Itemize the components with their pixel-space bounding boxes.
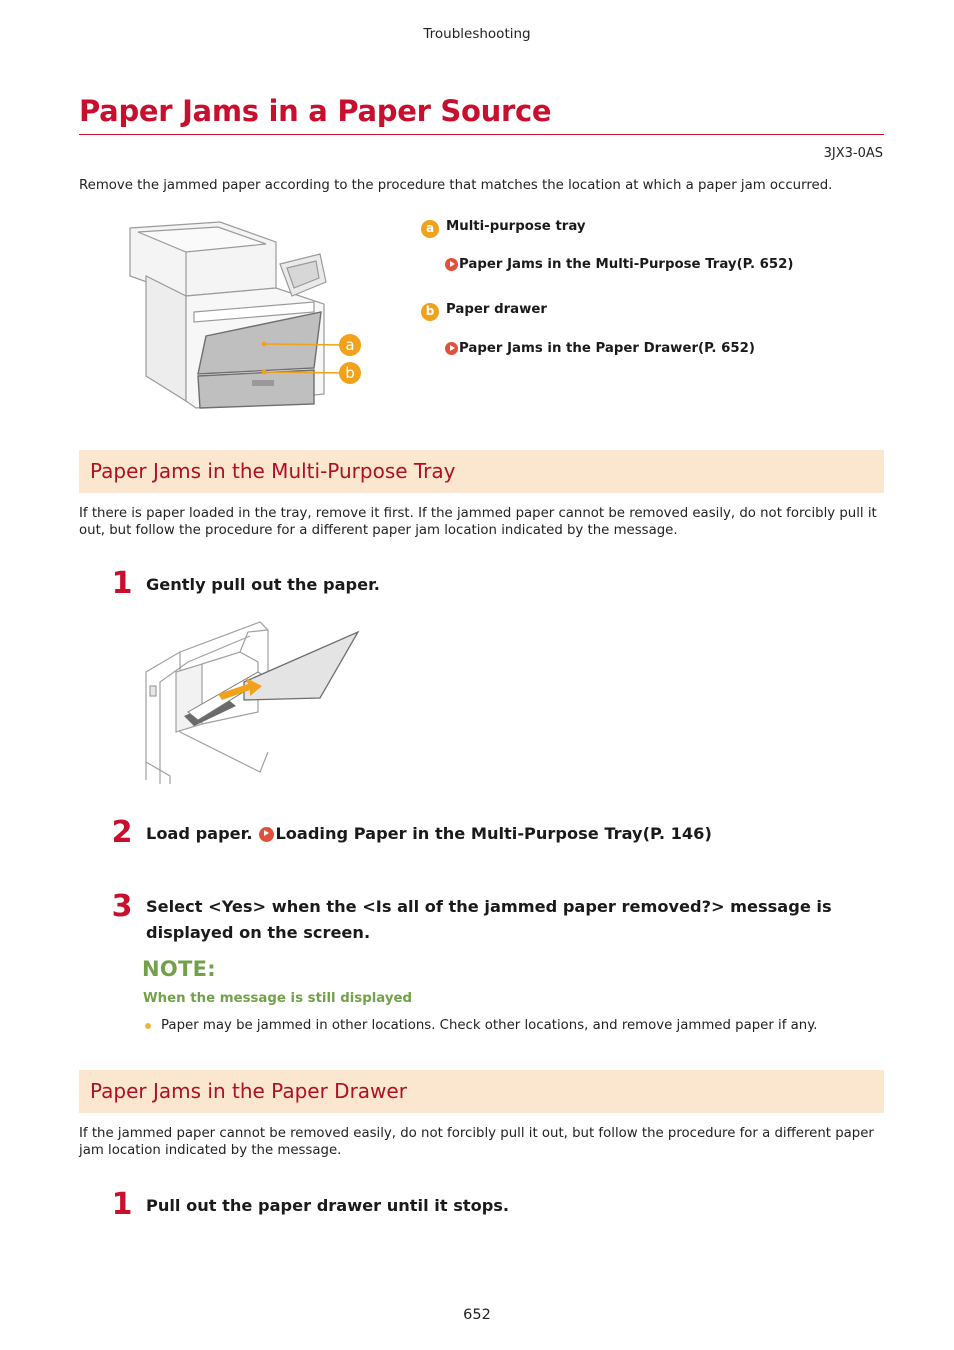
- note-subtitle: When the message is still displayed: [143, 991, 413, 1006]
- note-bullet-text: Paper may be jammed in other locations. Check other locations, and remove jammed paper if any.: [161, 1018, 818, 1033]
- jammed-paper-sheet: [244, 632, 358, 700]
- step-text: Gently pull out the paper.: [146, 575, 380, 594]
- location-label-multipurpose: Multi-purpose tray: [446, 219, 586, 234]
- printer-overview-illustration: [124, 216, 370, 414]
- callout-a-letter: a: [345, 336, 355, 354]
- link-label: Paper Jams in the Multi-Purpose Tray(P. 652): [459, 257, 794, 272]
- link-label: Paper Jams in the Paper Drawer(P. 652): [459, 341, 755, 356]
- callout-b-letter: b: [345, 364, 355, 382]
- step-number: 3: [111, 889, 133, 924]
- pull-paper-illustration: [140, 612, 362, 788]
- link-paper-drawer[interactable]: [445, 341, 755, 356]
- step-number: 2: [111, 815, 133, 850]
- step-text: Load paper.: [146, 824, 253, 843]
- link-loading-paper[interactable]: [259, 821, 711, 847]
- link-label: Loading Paper in the Multi-Purpose Tray(P. 146): [275, 824, 712, 843]
- step-number: 1: [111, 566, 133, 601]
- section-heading-multipurpose: [79, 450, 884, 493]
- badge-a: a: [421, 220, 439, 238]
- drawer-handle: [252, 380, 274, 386]
- bullet-dot-icon: [145, 1023, 151, 1029]
- section-heading-drawer: [79, 1070, 884, 1113]
- note-title: NOTE:: [142, 957, 216, 981]
- page-number: 652: [463, 1307, 491, 1323]
- badge-b: b: [421, 303, 439, 321]
- title-divider: [79, 134, 884, 135]
- link-arrow-icon: [445, 258, 458, 271]
- step-text-load-paper: [146, 821, 712, 847]
- section-heading-text: Paper Jams in the Paper Drawer: [90, 1079, 407, 1103]
- section-description: If there is paper loaded in the tray, remove it first. If the jammed paper cannot be removed easily, do not forcibly pull it out, but follow the procedure for a different paper jam location indicated by the message.: [79, 506, 877, 538]
- step-text: Pull out the paper drawer until it stops.: [146, 1196, 510, 1215]
- document-id: 3JX3-0AS: [823, 146, 883, 161]
- location-label-drawer: Paper drawer: [446, 302, 547, 317]
- link-multipurpose-tray[interactable]: [445, 257, 794, 272]
- section-description: If the jammed paper cannot be removed easily, do not forcibly pull it out, but follow the procedure for a different paper jam location indicated by the message.: [79, 1126, 874, 1158]
- link-arrow-icon: [259, 827, 274, 842]
- page-title: Paper Jams in a Paper Source: [79, 94, 552, 128]
- step-text: Select <Yes> when the <Is all of the jammed paper removed?> message is displayed on the screen.: [146, 897, 832, 942]
- running-header: Troubleshooting: [423, 26, 531, 42]
- step-number: 1: [111, 1187, 133, 1222]
- link-arrow-icon: [445, 342, 458, 355]
- section-heading-text: Paper Jams in the Multi-Purpose Tray: [90, 459, 456, 483]
- intro-text: Remove the jammed paper according to the procedure that matches the location at which a paper jam occurred.: [79, 178, 833, 193]
